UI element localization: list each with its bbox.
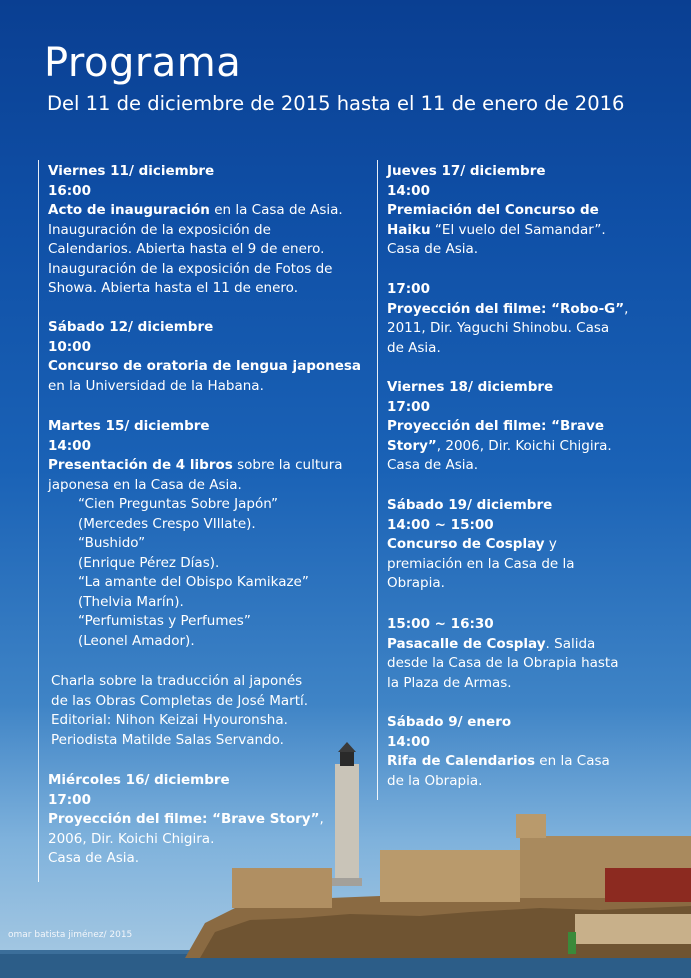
event-text: y: [544, 536, 557, 552]
event-line: [48, 810, 324, 830]
event-day: Jueves 17/ diciembre: [387, 163, 546, 179]
event-text: . Salida: [545, 635, 596, 652]
event-line: [387, 635, 619, 655]
event-time: 15:00 ~ 16:30: [387, 616, 494, 632]
event-line: [48, 201, 343, 221]
event-time: 14:00: [387, 182, 430, 199]
event-time: 16:00: [48, 182, 91, 199]
event-line: 2011, Dir. Yaguchi Shinobu. Casa: [387, 320, 610, 336]
event-line: premiación en la Casa de la: [387, 555, 575, 572]
book-author: (Enrique Pérez Días).: [78, 554, 220, 571]
event-time: 10:00: [48, 338, 91, 355]
event-line: Editorial: Nihon Keizai Hyouronsha.: [51, 712, 288, 728]
event-line: en la Universidad de la Habana.: [48, 377, 264, 394]
event-text: ,: [624, 300, 629, 317]
event-time: 17:00: [387, 281, 430, 297]
event-line: Obrapia.: [387, 575, 445, 591]
event-line: [387, 437, 612, 457]
event-line: [387, 535, 575, 555]
event-block: [51, 672, 308, 750]
event-title: Proyección del filme: “Brave: [387, 418, 604, 434]
event-line: Charla sobre la traducción al japonés: [51, 673, 303, 689]
event-time: 14:00: [387, 733, 430, 750]
book-title: “Perfumistas y Perfumes”: [78, 613, 251, 629]
event-text: , 2006, Dir. Koichi Chigira.: [436, 437, 612, 454]
event-line: Casa de Asia.: [48, 850, 140, 866]
event-line: Casa de Asia.: [387, 241, 479, 257]
event-title: Rifa de Calendarios: [387, 753, 536, 769]
event-line: 2006, Dir. Koichi Chigira.: [48, 830, 215, 847]
event-title: Presentación de 4 libros: [48, 457, 233, 473]
event-block: [387, 713, 610, 791]
event-title: Acto de inauguración: [48, 202, 210, 218]
event-title: Story”: [387, 437, 437, 454]
event-line: de Asia.: [387, 339, 441, 356]
event-line: [387, 752, 610, 772]
event-line: Inauguración de la exposición de: [48, 221, 271, 238]
event-day: Martes 15/ diciembre: [48, 418, 210, 434]
event-block: [387, 615, 619, 693]
event-text: “El vuelo del Samandar”.: [430, 221, 606, 238]
event-line: Periodista Matilde Salas Servando.: [51, 731, 284, 748]
event-line: Inauguración de la exposición de Fotos de: [48, 260, 333, 277]
event-line: de las Obras Completas de José Martí.: [51, 692, 309, 709]
event-line: Calendarios. Abierta hasta el 9 de enero.: [48, 241, 325, 257]
schedule-column-right: [377, 160, 678, 800]
event-line: de la Obrapia.: [387, 772, 483, 789]
event-line: desde la Casa de la Obrapia hasta: [387, 655, 619, 671]
book-author: (Leonel Amador).: [78, 632, 195, 649]
book-title: “La amante del Obispo Kamikaze”: [78, 574, 309, 590]
event-day: Sábado 9/ enero: [387, 714, 512, 730]
event-text: sobre la cultura: [232, 457, 343, 473]
photo-credit: omar batista jiménez/ 2015: [8, 930, 133, 940]
event-day: Miércoles 16/ diciembre: [48, 772, 230, 788]
event-day: Viernes 18/ diciembre: [387, 379, 554, 395]
event-title: Haiku: [387, 221, 431, 238]
event-line: [387, 221, 606, 241]
book-title: “Cien Preguntas Sobre Japón”: [78, 496, 279, 512]
book-author: (Thelvia Marín).: [78, 593, 184, 610]
schedule-column-left: [38, 160, 373, 882]
event-block: [48, 318, 361, 396]
event-title: Concurso de Cosplay: [387, 536, 545, 552]
event-block: [387, 162, 606, 260]
event-title: Proyección del filme: “Robo-G”: [387, 300, 625, 317]
event-text: en la Casa: [535, 753, 610, 769]
event-title: Concurso de oratoria de lengua japonesa: [48, 358, 362, 374]
book-author: (Mercedes Crespo VIllate).: [78, 515, 256, 532]
event-title: Premiación del Concurso de: [387, 202, 599, 218]
event-block: [48, 162, 343, 299]
date-range-subtitle: Del 11 de diciembre de 2015 hasta el 11 de enero de 2016: [47, 92, 625, 115]
event-time: 14:00 ~ 15:00: [387, 516, 494, 533]
event-block: [387, 280, 628, 358]
event-time: 17:00: [387, 398, 430, 415]
event-day: Sábado 19/ diciembre: [387, 497, 553, 513]
event-day: Sábado 12/ diciembre: [48, 319, 214, 335]
event-block: [48, 417, 343, 651]
event-line: la Plaza de Armas.: [387, 674, 512, 691]
event-text: ,: [319, 811, 324, 827]
event-title: Proyección del filme: “Brave Story”: [48, 811, 320, 827]
event-text: en la Casa de Asia.: [209, 202, 343, 218]
event-time: 17:00: [48, 791, 91, 808]
event-block: [387, 496, 575, 594]
page-title: Programa: [44, 40, 242, 86]
event-line: [387, 300, 628, 320]
event-block: [387, 378, 612, 476]
event-line: Casa de Asia.: [387, 457, 479, 473]
event-block: [48, 771, 324, 869]
event-line: [48, 456, 343, 476]
book-title: “Bushido”: [78, 535, 146, 551]
event-title: Pasacalle de Cosplay: [387, 635, 546, 652]
event-line: Showa. Abierta hasta el 11 de enero.: [48, 280, 298, 296]
event-day: Viernes 11/ diciembre: [48, 163, 215, 179]
event-time: 14:00: [48, 437, 91, 454]
event-line: japonesa en la Casa de Asia.: [48, 476, 242, 493]
